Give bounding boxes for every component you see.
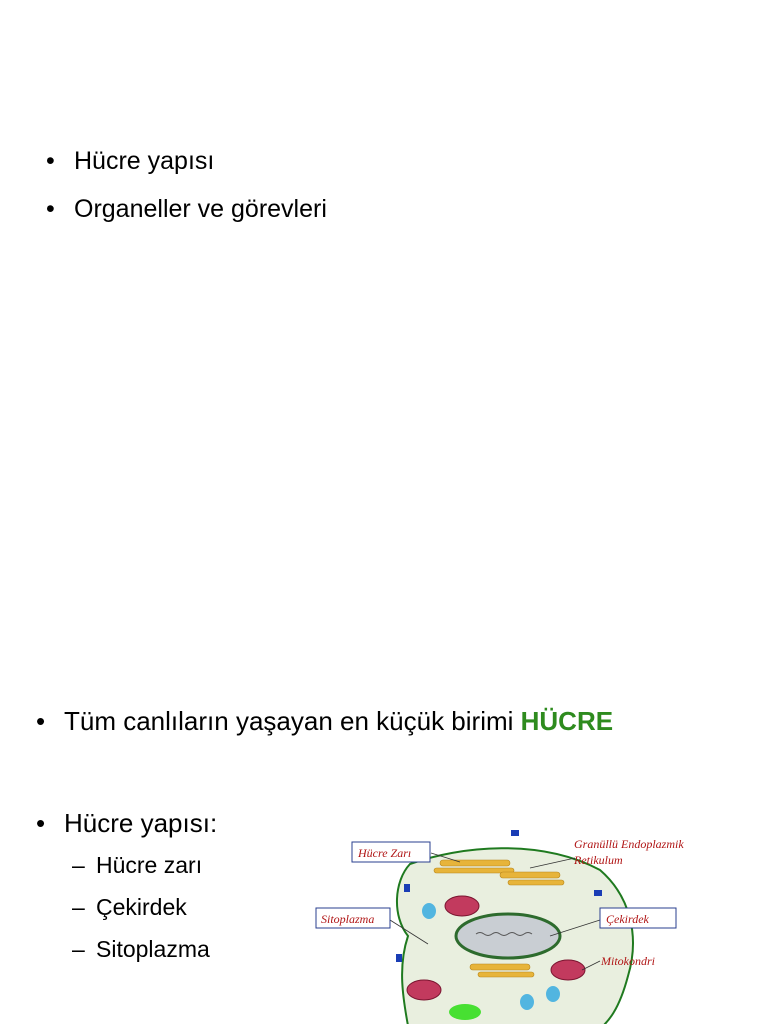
golgi <box>449 1004 481 1020</box>
sub-item-label: Hücre zarı <box>96 852 203 878</box>
label-rough-er-line1: Granüllü Endoplazmik <box>574 837 684 851</box>
bullet-structure-heading: • Hücre yapısı: <box>34 808 734 839</box>
sub-item-cytoplasm <box>72 936 210 963</box>
label-rough-er-line2: Retikulum <box>574 853 623 867</box>
slide1-bullets <box>44 146 327 242</box>
bullet-organelles: • Organeller ve görevleri <box>44 194 327 242</box>
hucre-accent: HÜCRE <box>520 706 614 736</box>
label-nucleus: Çekirdek <box>606 912 649 926</box>
membrane-protein <box>594 890 602 896</box>
slide2-content <box>34 706 734 737</box>
bullet-cell-structure: • Hücre yapısı <box>44 146 327 194</box>
vesicle <box>546 986 560 1002</box>
membrane-protein <box>404 884 410 892</box>
dash-marker: – <box>72 894 85 920</box>
sub-item-label: Çekirdek <box>96 894 187 920</box>
label-cell-membrane: Hücre Zarı <box>358 846 412 860</box>
nucleus <box>456 914 560 958</box>
dash-marker: – <box>72 852 85 878</box>
dash-marker: – <box>72 936 85 962</box>
membrane-protein <box>511 830 519 836</box>
sub-item-nucleus <box>72 894 187 921</box>
vesicle <box>520 994 534 1010</box>
smallest-unit-text: Tüm canlıların yaşayan en küçük birimi <box>64 706 521 736</box>
cell-diagram <box>310 826 730 1024</box>
vesicle <box>422 903 436 919</box>
mitochondrion <box>551 960 585 980</box>
label-cytoplasm: Sitoplazma <box>321 912 375 926</box>
mitochondrion <box>407 980 441 1000</box>
bullet-smallest-unit <box>34 706 734 737</box>
mitochondrion <box>445 896 479 916</box>
label-mitochondria: Mitokondri <box>601 954 655 968</box>
sub-item-membrane <box>72 852 202 879</box>
membrane-protein <box>396 954 402 962</box>
sub-item-label: Sitoplazma <box>96 936 210 962</box>
